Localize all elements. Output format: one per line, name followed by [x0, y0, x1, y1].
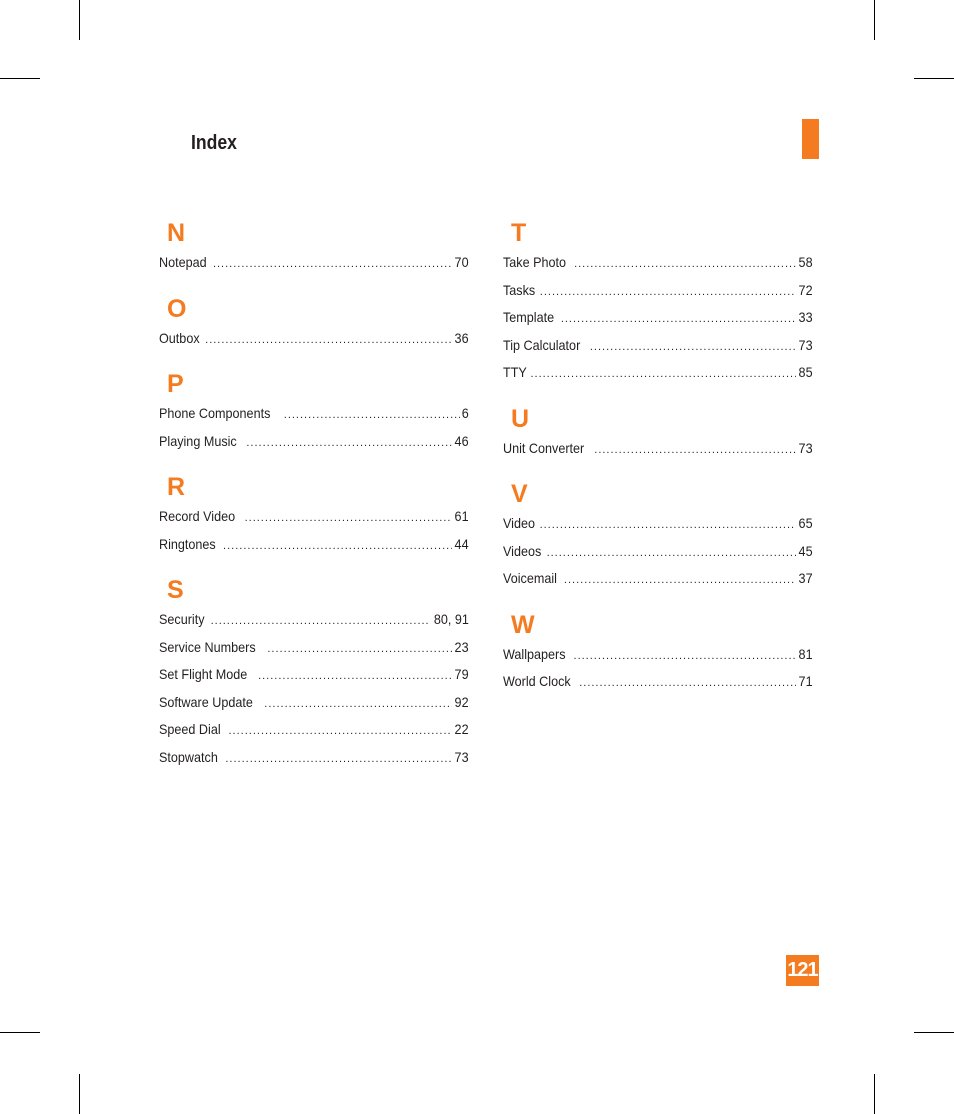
section-gap — [159, 455, 469, 472]
crop-mark — [79, 1074, 80, 1114]
entry-label: Template — [503, 309, 555, 325]
entry-page: 46 — [454, 432, 469, 449]
entry-label: Playing Music — [159, 432, 237, 449]
dot-leader — [225, 746, 452, 774]
section-letter: R — [167, 473, 186, 501]
dot-leader — [561, 306, 797, 334]
entry-list — [503, 249, 813, 387]
entry-page: 73 — [798, 336, 813, 353]
index-entry — [503, 668, 813, 696]
dot-leader — [574, 251, 796, 279]
entry-page: 73 — [798, 439, 813, 456]
crop-mark — [0, 1032, 40, 1033]
section-letter: W — [511, 610, 535, 639]
index-entry — [159, 744, 469, 772]
section-letter: T — [511, 219, 527, 247]
entry-list — [159, 400, 469, 455]
entry-page: 65 — [798, 515, 813, 531]
index-entry — [159, 400, 469, 428]
entry-page: 22 — [454, 721, 469, 737]
dot-leader — [267, 636, 452, 664]
page-title: Index — [191, 132, 237, 154]
index-entry — [503, 641, 813, 669]
crop-mark — [79, 0, 80, 40]
section-letter: U — [511, 404, 530, 433]
index-section — [159, 575, 469, 771]
dot-leader — [284, 402, 460, 430]
entry-page: 61 — [454, 508, 469, 524]
dot-leader — [246, 430, 452, 458]
index-entry — [159, 661, 469, 689]
entry-list — [159, 503, 469, 558]
dot-leader — [211, 608, 429, 636]
entry-page: 79 — [454, 666, 469, 682]
entry-page: 23 — [454, 638, 469, 655]
index-section — [159, 294, 469, 353]
index-entry — [503, 304, 813, 332]
entry-page: 58 — [798, 254, 813, 270]
section-gap — [503, 593, 813, 610]
entry-page: 85 — [798, 364, 813, 380]
index-entry — [503, 435, 813, 463]
entry-label: Ringtones — [159, 535, 216, 552]
entry-label: Phone Components — [159, 405, 271, 421]
entry-label: Outbox — [159, 329, 200, 346]
section-gap — [503, 462, 813, 479]
entry-label: Speed Dial — [159, 721, 221, 737]
entry-label: Tip Calculator — [503, 336, 581, 353]
dot-leader — [574, 643, 797, 671]
dot-leader — [205, 327, 452, 355]
entry-page: 33 — [798, 309, 813, 325]
entry-label: Notepad — [159, 254, 207, 270]
entry-label: Tasks — [503, 281, 536, 298]
dot-leader — [245, 505, 453, 533]
section-gap — [503, 387, 813, 404]
entry-label: Videos — [503, 542, 542, 559]
entry-page: 44 — [454, 535, 469, 552]
dot-leader — [579, 670, 796, 698]
index-column-left — [159, 218, 469, 771]
index-section — [159, 472, 469, 558]
crop-mark — [0, 78, 40, 79]
dot-leader — [540, 512, 797, 540]
entry-page: 37 — [798, 570, 813, 586]
index-entry — [503, 249, 813, 277]
entry-page: 72 — [798, 281, 813, 298]
entry-page: 36 — [454, 329, 469, 346]
index-section — [503, 479, 813, 593]
entry-label: Wallpapers — [503, 645, 566, 662]
dot-leader — [594, 437, 796, 465]
index-entry — [503, 538, 813, 566]
crop-mark — [874, 0, 875, 40]
entry-label: Voicemail — [503, 570, 557, 586]
dot-leader — [590, 334, 797, 362]
dot-leader — [213, 251, 452, 279]
entry-list — [159, 606, 469, 771]
index-section — [503, 218, 813, 387]
index-entry — [503, 359, 813, 387]
entry-label: Set Flight Mode — [159, 666, 248, 682]
entry-label: Stopwatch — [159, 748, 218, 765]
section-gap — [159, 352, 469, 369]
index-entry — [503, 277, 813, 305]
dot-leader — [530, 361, 796, 389]
index-entry — [503, 565, 813, 593]
index-entry — [159, 606, 469, 634]
entry-label: World Clock — [503, 673, 571, 689]
crop-mark — [914, 78, 954, 79]
entry-page: 71 — [798, 673, 813, 689]
index-entry — [159, 689, 469, 717]
entry-page: 73 — [454, 748, 469, 765]
entry-list — [503, 435, 813, 463]
index-section — [503, 404, 813, 463]
entry-page: 81 — [798, 645, 813, 662]
index-entry — [159, 249, 469, 277]
entry-label: Record Video — [159, 508, 236, 524]
index-entry — [159, 428, 469, 456]
dot-leader — [540, 279, 797, 307]
entry-label: Service Numbers — [159, 638, 256, 655]
dot-leader — [258, 663, 452, 691]
dot-leader — [223, 533, 452, 561]
index-entry — [503, 510, 813, 538]
entry-page: 6 — [461, 405, 469, 421]
crop-mark — [874, 1074, 875, 1114]
entry-list — [159, 249, 469, 277]
index-entry — [159, 325, 469, 353]
dot-leader — [264, 691, 452, 719]
entry-label: Take Photo — [503, 254, 567, 270]
section-letter: S — [167, 576, 184, 604]
dot-leader — [547, 540, 797, 568]
entry-page: 80, 91 — [433, 611, 469, 627]
index-entry — [159, 503, 469, 531]
index-entry — [159, 634, 469, 662]
page-number: 121 — [786, 955, 819, 986]
entry-list — [503, 641, 813, 696]
section-gap — [159, 558, 469, 575]
dot-leader — [564, 567, 797, 595]
entry-page: 70 — [454, 254, 469, 270]
entry-label: Video — [503, 515, 536, 531]
entry-page: 45 — [798, 542, 813, 559]
entry-list — [503, 510, 813, 593]
entry-label: TTY — [503, 364, 527, 380]
dot-leader — [229, 718, 453, 746]
crop-mark — [914, 1032, 954, 1033]
section-letter: O — [167, 294, 187, 323]
index-section — [159, 369, 469, 455]
index-entry — [159, 716, 469, 744]
index-entry — [503, 332, 813, 360]
section-tab-marker — [802, 119, 819, 159]
section-gap — [159, 277, 469, 294]
section-letter: N — [167, 219, 186, 247]
entry-label: Unit Converter — [503, 439, 585, 456]
entry-list — [159, 325, 469, 353]
section-letter: V — [511, 480, 528, 508]
index-section — [159, 218, 469, 277]
index-entry — [159, 531, 469, 559]
entry-page: 92 — [454, 693, 469, 710]
section-letter: P — [167, 370, 184, 398]
index-column-right — [503, 218, 813, 696]
entry-label: Software Update — [159, 693, 253, 710]
entry-label: Security — [159, 611, 205, 627]
index-section — [503, 610, 813, 696]
